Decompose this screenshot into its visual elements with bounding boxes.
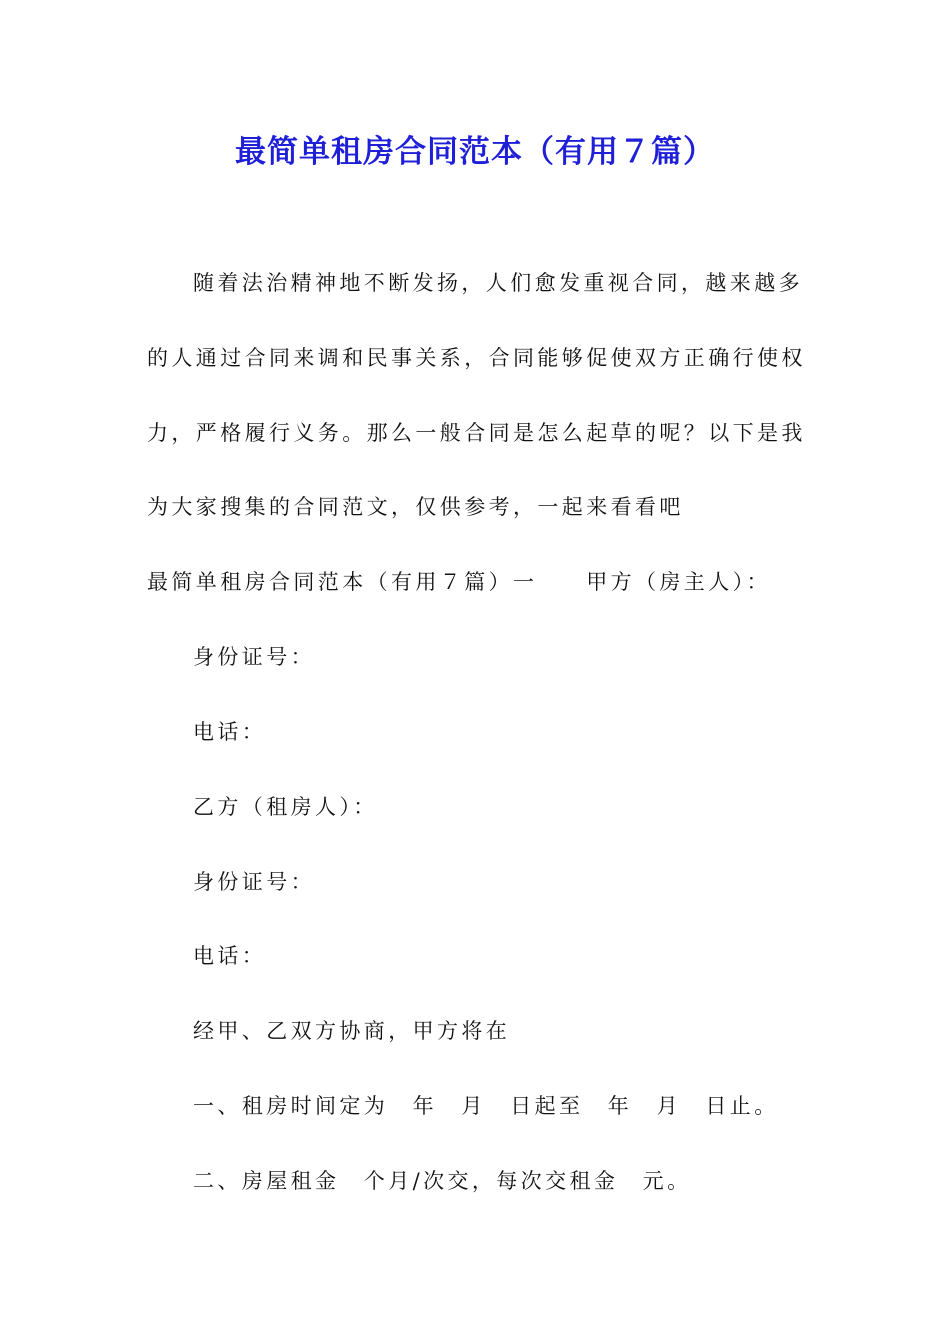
field-landlord-id: 身份证号： xyxy=(193,645,315,669)
clause-rental-period: 一、租房时间定为 年 月 日起至 年 月 日止。 xyxy=(193,1094,779,1118)
field-tenant-phone: 电话： xyxy=(193,944,267,968)
intro-line-2: 的人通过合同来调和民事关系，合同能够促使双方正确行使权 xyxy=(147,346,806,370)
intro-line-1: 随着法治精神地不断发扬，人们愈发重视合同，越来越多 xyxy=(193,271,803,295)
intro-line-3: 力，严格履行义务。那么一般合同是怎么起草的呢？以下是我 xyxy=(147,421,806,445)
field-landlord-phone: 电话： xyxy=(193,720,267,744)
field-tenant: 乙方（租房人）： xyxy=(193,795,378,819)
field-tenant-id: 身份证号： xyxy=(193,870,315,894)
clause-agreement: 经甲、乙双方协商，甲方将在 xyxy=(193,1019,511,1043)
clause-rent-payment: 二、房屋租金 个月/次交，每次交租金 元。 xyxy=(193,1169,692,1193)
section-heading: 最简单租房合同范本（有用７篇）一 甲方（房主人）： xyxy=(147,570,771,594)
document-title: 最简单租房合同范本（有用７篇） xyxy=(235,134,715,170)
intro-line-4: 为大家搜集的合同范文，仅供参考，一起来看看吧 xyxy=(147,495,684,519)
